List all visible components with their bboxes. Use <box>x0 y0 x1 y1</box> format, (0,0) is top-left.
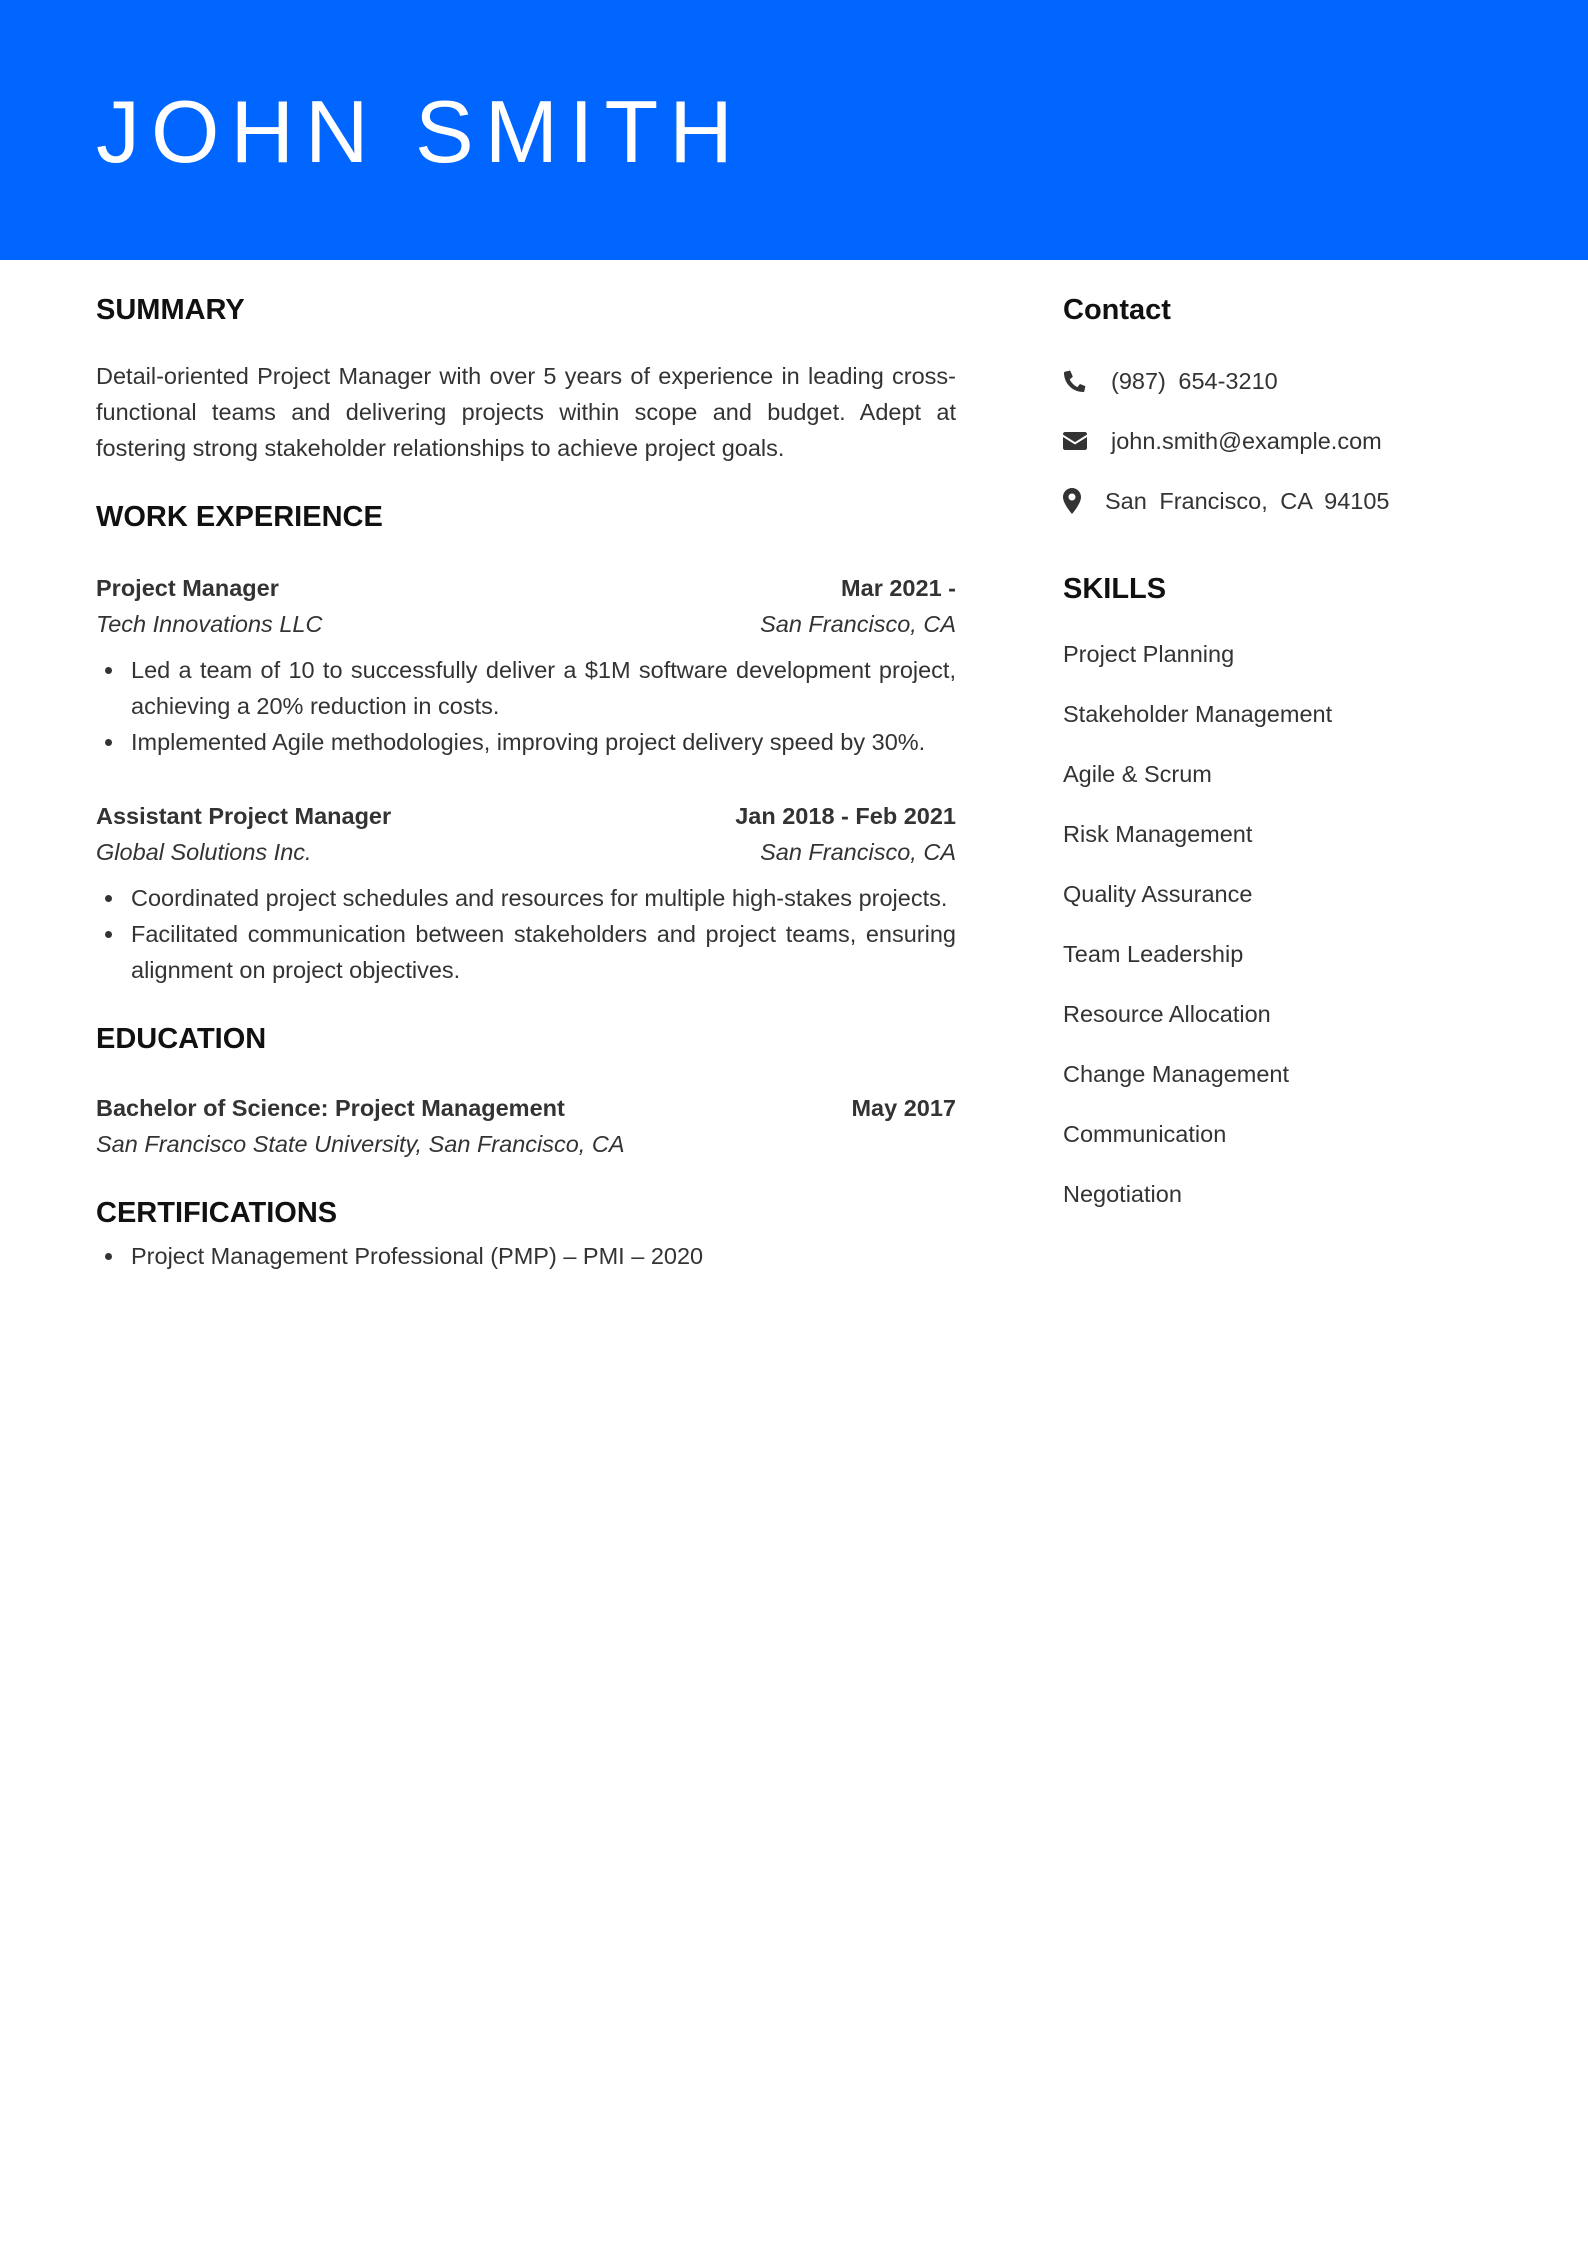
bullet-item: Coordinated project schedules and resources for multiple high-stakes projects. <box>96 880 956 916</box>
job-entry <box>96 798 956 988</box>
skill-item: Project Planning <box>1063 641 1235 667</box>
summary-heading: SUMMARY <box>96 294 245 326</box>
map-marker-icon <box>1063 488 1105 514</box>
certification-item: Project Management Professional (PMP) – PMI – 2020 <box>96 1238 956 1274</box>
work-experience-section <box>96 503 956 988</box>
skill-item: Resource Allocation <box>1063 1001 1271 1027</box>
phone-icon <box>1063 369 1111 393</box>
education-entry <box>96 1090 956 1162</box>
phone-number: (987) 654-3210 <box>1111 367 1278 394</box>
contact-phone <box>1063 363 1493 399</box>
certifications-list <box>96 1238 956 1274</box>
job-bullets <box>96 652 956 760</box>
summary-text: Detail-oriented Project Manager with over 5 years of experience in leading cross-functional teams and delivering projects within scope and budget. Adept at fostering strong stakeholder relationships to achieve project goals. <box>96 363 956 461</box>
bullet-item: Facilitated communication between stakeholders and project teams, ensuring alignment on project objectives. <box>96 916 956 988</box>
job-title: Assistant Project Manager <box>96 803 392 829</box>
sidebar-column <box>1063 296 1493 1236</box>
job-company: Global Solutions Inc. <box>96 839 312 865</box>
skill-item: Communication <box>1063 1121 1227 1147</box>
main-column <box>96 296 956 1274</box>
summary-section <box>96 296 956 466</box>
skill-item: Agile & Scrum <box>1063 761 1212 787</box>
skill-item: Quality Assurance <box>1063 881 1253 907</box>
skill-item: Change Management <box>1063 1061 1290 1087</box>
job-location: San Francisco, CA <box>760 611 956 637</box>
education-section <box>96 1025 956 1162</box>
skill-item: Risk Management <box>1063 821 1253 847</box>
skills-list <box>1063 636 1493 1212</box>
candidate-name: JOHN SMITH <box>96 82 744 181</box>
skills-heading: SKILLS <box>1063 573 1167 605</box>
job-title: Project Manager <box>96 575 279 601</box>
contact-list <box>1063 363 1493 519</box>
envelope-icon <box>1063 431 1111 451</box>
skill-item: Stakeholder Management <box>1063 701 1333 727</box>
certifications-heading: CERTIFICATIONS <box>96 1197 338 1229</box>
skill-item: Team Leadership <box>1063 941 1244 967</box>
contact-heading: Contact <box>1063 294 1171 326</box>
work-experience-heading: WORK EXPERIENCE <box>96 501 383 533</box>
bullet-item: Led a team of 10 to successfully deliver a $1M software development project, achieving a 20% reduction in costs. <box>96 652 956 724</box>
contact-address <box>1063 483 1493 519</box>
job-bullets <box>96 880 956 988</box>
school: San Francisco State University, San Francisco, CA <box>96 1131 625 1157</box>
address: San Francisco, CA 94105 <box>1105 487 1390 514</box>
job-entry <box>96 570 956 760</box>
job-date: Jan 2018 - Feb 2021 <box>735 803 956 829</box>
header-banner <box>0 0 1588 260</box>
email-address: john.smith@example.com <box>1111 427 1382 454</box>
job-location: San Francisco, CA <box>760 839 956 865</box>
job-date: Mar 2021 - <box>841 575 956 601</box>
certifications-section <box>96 1199 956 1274</box>
contact-email <box>1063 423 1493 459</box>
education-heading: EDUCATION <box>96 1023 267 1055</box>
bullet-item: Implemented Agile methodologies, improving project delivery speed by 30%. <box>96 724 956 760</box>
graduation-date: May 2017 <box>851 1095 956 1121</box>
job-company: Tech Innovations LLC <box>96 611 323 637</box>
degree: Bachelor of Science: Project Management <box>96 1095 565 1121</box>
skill-item: Negotiation <box>1063 1181 1182 1207</box>
